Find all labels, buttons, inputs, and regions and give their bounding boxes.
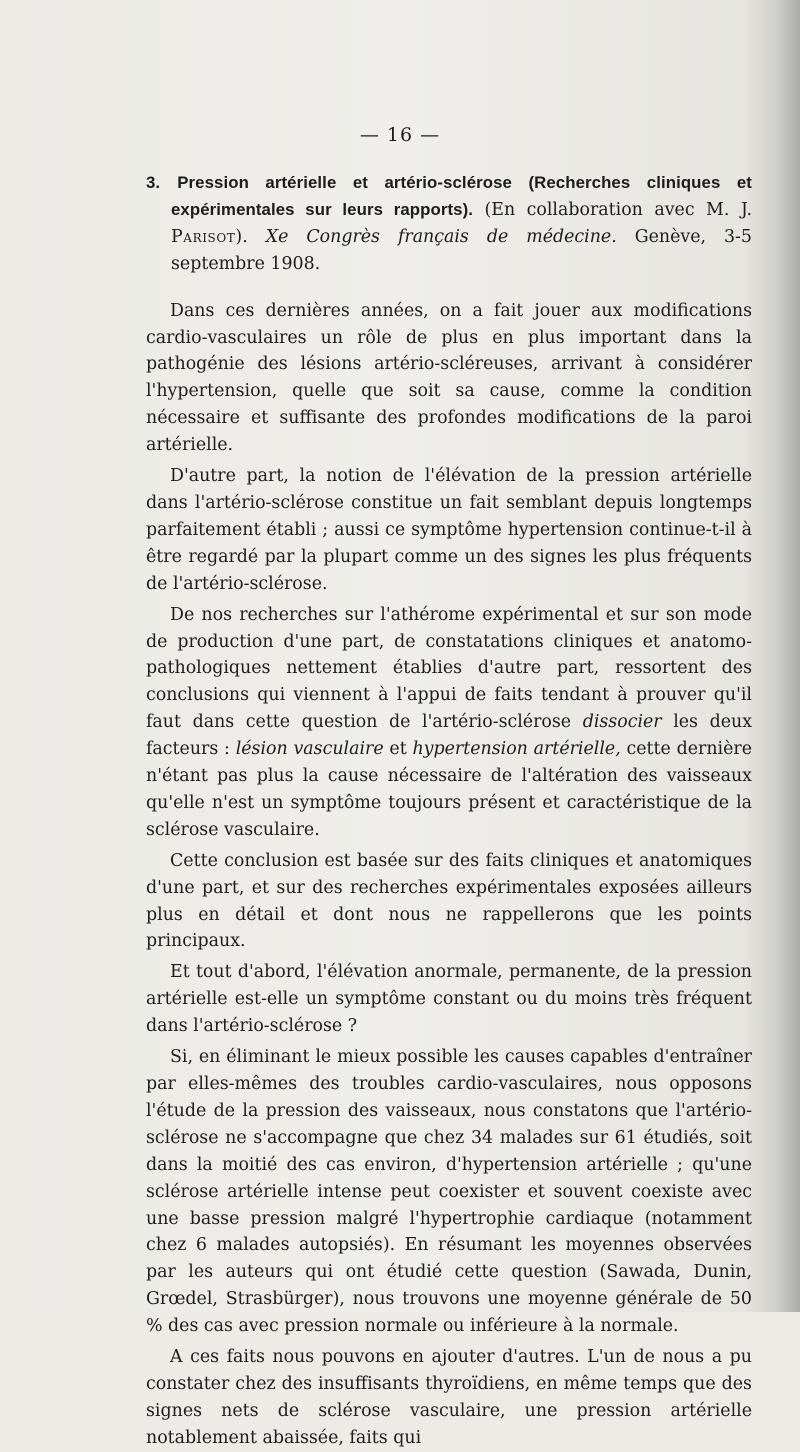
- collab-prefix: (En collaboration avec M. J.: [484, 199, 752, 220]
- entry-title: Pression artérielle et artério-sclérose (Recherches cliniques et expérimentales sur leurs rapports).: [171, 173, 752, 219]
- p3-dissocier: dissocier: [582, 712, 662, 733]
- entry-heading: [146, 170, 752, 278]
- p3-lesion-vasculaire: lésion vasculaire: [235, 739, 384, 760]
- collab-suffix: ).: [235, 226, 248, 247]
- paragraph-2: D'autre part, la notion de l'élévation de la pression artérielle dans l'artério-sclérose constitue un fait semblant depuis longtemps parfaitement établi ; aussi ce symptôme hypertension continue-t-il à être regardé par la plupart comme un des signes les plus fréquents de l'artério-sclérose.: [146, 466, 752, 594]
- place-date: Genève, 3-5 septembre 1908.: [171, 226, 752, 274]
- p3-hypertension-arterielle: hypertension artérielle,: [412, 739, 621, 760]
- page-number: — 16 —: [359, 124, 441, 146]
- p3-et: et: [389, 739, 407, 760]
- p3-text-c: cette dernière n'étant pas plus la cause nécessaire de l'altération des vaisseaux qu'elle n'est un symptôme toujours présent et caractéristique de la sclérose vasculaire.: [146, 739, 752, 840]
- page-edge-shadow: [778, 0, 800, 1312]
- paragraph-1: Dans ces dernières années, on a fait jouer aux modifications cardio-vasculaires un rôle de plus en plus important dans la pathogénie des lésions artério-scléreuses, arrivant à considérer l'hypertension, quelle que soit sa cause, comme la condition nécessaire et suffisante des profondes modifications de la paroi artérielle.: [146, 300, 752, 456]
- entry-number: 3.: [146, 173, 160, 192]
- congress-name: Xe Congrès français de médecine.: [265, 226, 617, 247]
- p3-text-b: les deux facteurs :: [146, 712, 753, 760]
- paragraph-3: [146, 602, 752, 844]
- p3-text-a: De nos recherches sur l'athérome expérimental et sur son mode de production d'une part, de constatations cliniques et anatomo-pathologiques nettement établies d'autre part, ressortent des conclusions qui viennent à l'appui de faits tendant à prouver qu'il faut dans cette question de l'artério-sclérose: [146, 604, 752, 733]
- text-block: [146, 170, 752, 1452]
- paragraph-5: Et tout d'abord, l'élévation anormale, permanente, de la pression artérielle est-elle un symptôme constant ou du moins très fréquent dans l'artério-sclérose ?: [146, 962, 752, 1037]
- paragraph-7: A ces faits nous pouvons en ajouter d'autres. L'un de nous a pu constater chez des insuffisants thyroïdiens, en même temps que des signes nets de sclérose vasculaire, une pression artérielle notablement abaissée, faits qui: [146, 1347, 752, 1448]
- paragraph-4: Cette conclusion est basée sur des faits cliniques et anatomiques d'une part, et sur des recherches expérimentales exposées ailleurs plus en détail et dont nous ne rappellerons que les points principaux.: [146, 850, 752, 952]
- paragraph-6: Si, en éliminant le mieux possible les causes capables d'entraîner par elles-mêmes des troubles cardio-vasculaires, nous opposons l'étude de la pression des vaisseaux, nous constatons que l'artério-sclérose ne s'accompagne que chez 34 malades sur 61 étudiés, soit dans la moitié des cas environ, d'hypertension artérielle ; qu'une sclérose artérielle intense peut coexister et souvent coexiste avec une basse pression malgré l'hypertrophie cardiaque (notamment chez 6 malades autopsiés). En résumant les moyennes observées par les auteurs qui ont étudié cette question (Sawada, Dunin, Grœdel, Strasbürger), nous trouvons une moyenne générale de 50 % des cas avec pression normale ou inférieure à la normale.: [146, 1047, 752, 1337]
- collab-name: Parisot: [171, 226, 236, 247]
